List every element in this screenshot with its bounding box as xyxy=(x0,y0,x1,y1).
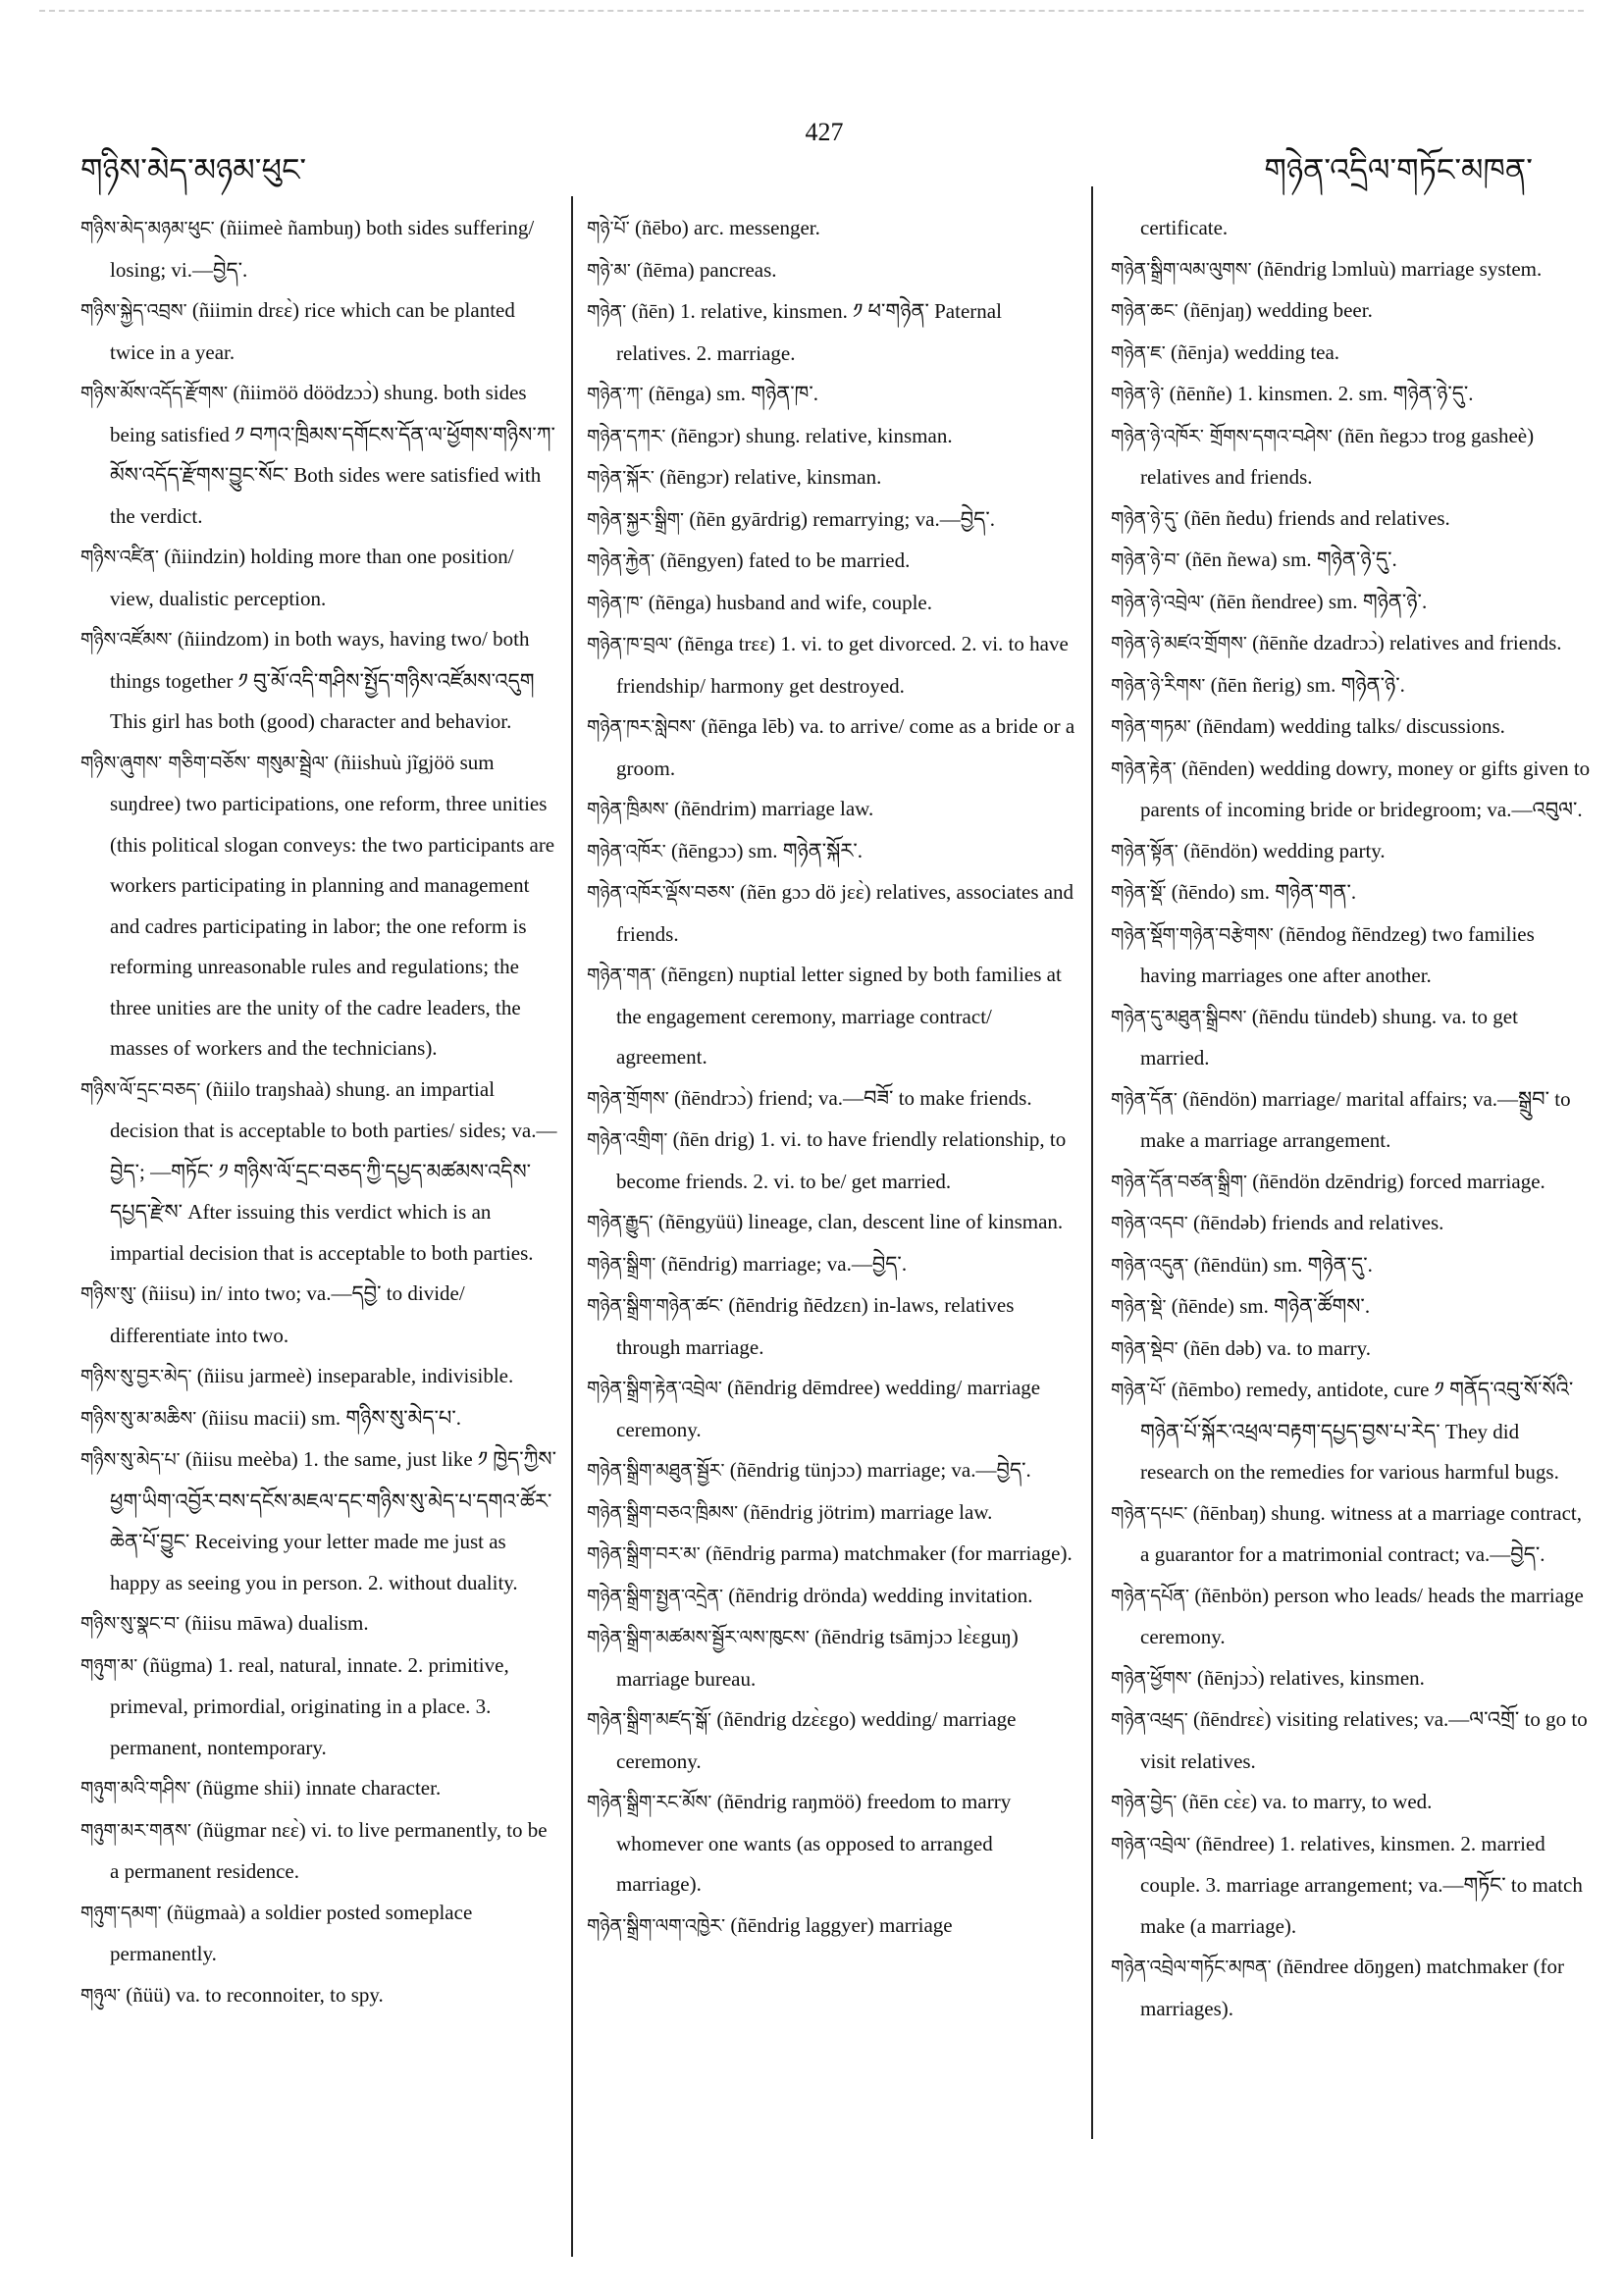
entry-headword: གཉིས་སུ་མ་མཆིས་ xyxy=(80,1407,197,1430)
dictionary-entry xyxy=(587,872,1077,955)
column-divider-1 xyxy=(571,196,573,2257)
entry-headword: གཉེན་གན་ xyxy=(587,965,656,986)
entry-headword: གཉེ་པོ་ xyxy=(587,218,630,239)
dictionary-entry xyxy=(587,499,1077,542)
entry-headword: གཉེན་ཉེ་རིགས་ xyxy=(1111,674,1206,697)
page-number: 427 xyxy=(805,118,844,146)
entry-headword: གཉེན་འགྲིག་ xyxy=(587,1129,668,1151)
entry-headword: གཉེན་སྡེབ་ xyxy=(1111,1337,1178,1360)
entry-definition: (ñēndrig laggyer) marriage xyxy=(730,1912,953,1937)
entry-headword: གཉེན་ཁར་སླེབས་ xyxy=(587,716,697,738)
entry-headword: གཉེན་ཁ་ xyxy=(587,592,644,614)
entry-headword: གཉིས་འཛོམས་ xyxy=(80,629,173,651)
entry-definition: (ñiisu meèba) 1. the same, just like ༡ ཁྱེད་ཀྱིས་ཕྱག་ཡིག་འབྱོར་བས་དངོས་མཇལ་དང་གཉིས་སུ་མེད་པ་དགའ་ཚོར་ཆེན་པོ་བྱུང་ Receiving your letter made me just as happy as seeing you in person. 2. without duality. xyxy=(110,1447,556,1594)
dictionary-entry xyxy=(587,706,1077,789)
entry-headword: གཉེན་ xyxy=(587,301,627,323)
entry-headword: གཉེན་རྒྱུད་ xyxy=(587,1212,654,1233)
dictionary-entry xyxy=(1111,706,1592,749)
entry-definition: (ñēndön) marriage/ marital affairs; va.—སྒྲུབ་ to make a marriage arrangement. xyxy=(1140,1086,1571,1152)
dictionary-entry xyxy=(1111,872,1592,914)
dictionary-entry xyxy=(1111,1576,1592,1658)
entry-definition: (ñiindzin) holding more than one position/ view, dualistic perception. xyxy=(110,545,514,610)
dictionary-entry xyxy=(1111,1245,1592,1287)
entry-definition: (ñēngyüü) lineage, clan, descent line of kinsman. xyxy=(657,1210,1064,1233)
entry-headword: གཉེན་སྒྲིག་རྟེན་འབྲེལ་ xyxy=(587,1378,722,1399)
dictionary-entry xyxy=(587,1576,1077,1618)
entry-headword: གཉིས་ཞུགས་ གཅིག་བཅོས་ གསུམ་སྦྲེལ་ xyxy=(80,752,330,774)
entry-definition: (ñēndün) sm. གཉེན་དུ་. xyxy=(1193,1252,1373,1277)
dictionary-entry xyxy=(80,619,561,743)
entry-headword: གཉེན་རྟེན་ xyxy=(1111,757,1177,780)
entry-headword: གཉེན་སྒྲིག་རང་མོས་ xyxy=(587,1792,712,1813)
dictionary-entry xyxy=(587,1120,1077,1202)
dictionary-entry xyxy=(80,537,561,619)
dictionary-entry xyxy=(80,1070,561,1275)
entry-definition: (ñēnñe dzadrɔɔ̀) relatives and friends. xyxy=(1252,631,1562,654)
entry-headword: གཉིས་ལོ་དྲང་བཅད་ xyxy=(80,1078,201,1101)
entry-definition: (ñēngɔr) shung. relative, kinsman. xyxy=(670,423,953,447)
entry-headword: གཉེན་པོ་ xyxy=(1111,1380,1167,1401)
entry-headword: གཉེན་སྡེ་ xyxy=(1111,1296,1167,1318)
entry-headword: གཉིས་སུ་སྣང་བ་ xyxy=(80,1613,181,1635)
dictionary-entry xyxy=(1111,1658,1592,1700)
dictionary-entry xyxy=(1111,1824,1592,1948)
entry-headword: གཉེན་འབྲེལ་ xyxy=(1111,1833,1191,1855)
dictionary-entry xyxy=(1111,1947,1592,2029)
entry-headword: གཉུག་དམག་ xyxy=(80,1902,162,1924)
entry-definition: (ñēnde) sm. གཉེན་ཚོགས་. xyxy=(1171,1294,1371,1318)
entry-headword: གཉེན་བྱེད་ xyxy=(1111,1792,1178,1813)
entry-headword: གཉེན་དཀར་ xyxy=(587,425,666,447)
entry-definition: (ñēndu tündeb) shung. va. to get married. xyxy=(1140,1004,1518,1070)
entry-definition: (ñēnga trɛɛ) 1. vi. to get divorced. 2. vi. to have friendship/ harmony get destroyed. xyxy=(616,632,1069,698)
entry-definition: (ñēn ñewa) sm. གཉེན་ཉེ་དུ་. xyxy=(1184,548,1397,571)
entry-headword: གཉེན་སྟོན་ xyxy=(1111,840,1178,862)
entry-definition: (ñēn ñegɔɔ trog gasheè) relatives and friends. xyxy=(1140,423,1535,489)
entry-definition: (ñēn ñendree) sm. གཉེན་ཉེ་. xyxy=(1209,589,1428,613)
dictionary-entry xyxy=(587,208,1077,250)
entry-definition: (ñēn drig) 1. vi. to have friendly relationship, to become friends. 2. vi. to be/ get married. xyxy=(616,1127,1067,1193)
dictionary-entry xyxy=(1111,1079,1592,1162)
dictionary-entry xyxy=(80,1274,561,1356)
entry-definition: (ñiisu macii) sm. གཉིས་སུ་མེད་པ་. xyxy=(201,1405,462,1430)
dictionary-entry xyxy=(80,1356,561,1398)
dictionary-entry xyxy=(587,831,1077,873)
dictionary-entry xyxy=(80,1893,561,1975)
entry-headword: གཉེན་འཁོར་ xyxy=(587,840,666,862)
dictionary-entry xyxy=(80,1810,561,1893)
dictionary-entry xyxy=(587,789,1077,831)
entry-headword: གཉེན་ཀ་ xyxy=(587,384,644,405)
dictionary-entry xyxy=(80,373,561,537)
dictionary-entry xyxy=(1111,582,1592,624)
entry-headword: གཉེན་དཔང་ xyxy=(1111,1502,1188,1525)
entry-headword: གཉེན་སྒྲིག་གཉེན་ཚང་ xyxy=(587,1295,724,1317)
dictionary-entry xyxy=(587,1285,1077,1368)
dictionary-entry xyxy=(1111,1203,1592,1245)
dictionary-entry xyxy=(1111,1329,1592,1371)
entry-headword: གཉིས་འཛིན་ xyxy=(80,547,160,568)
entry-headword: གཉེན་ཉེ་འབྲེལ་ xyxy=(1111,591,1205,613)
entry-definition: (ñēndrig dzɛ̀ɛgo) wedding/ marriage ceremony. xyxy=(616,1707,1017,1773)
entry-headword: གཉིས་སུ་བྱར་མེད་ xyxy=(80,1366,192,1387)
entry-headword: གཉེན་སྡོག་གཉེན་བརྩེགས་ xyxy=(1111,923,1274,946)
entry-headword: གཉེན་དོན་ xyxy=(1111,1088,1178,1111)
entry-definition: (ñēndön dzēndrig) forced marriage. xyxy=(1252,1169,1545,1193)
entry-definition: (ñēn ñerig) sm. གཉེན་ཉེ་. xyxy=(1210,672,1405,697)
entry-headword: གཉེན་ཉེ་བ་ xyxy=(1111,549,1180,571)
entry-headword: གཉེན་དུ་མཐུན་སྒྲིབས་ xyxy=(1111,1006,1247,1028)
entry-definition: (ñiisu jarmeè) inseparable, indivisible. xyxy=(196,1364,514,1387)
entry-headword: གཉུག་མའི་གཤིས་ xyxy=(80,1778,191,1800)
dictionary-entry xyxy=(1111,1370,1592,1493)
entry-definition: (ñēma) pancreas. xyxy=(636,257,777,282)
entry-headword: གཉེན་སྒྲིག་ལག་འཁྱེར་ xyxy=(587,1914,726,1937)
entry-definition: (ñēn) 1. relative, kinsmen. ༡ ཕ་གཉེན་ Paternal relatives. 2. marriage. xyxy=(616,299,1002,365)
entry-definition: (ñēndree dōŋgen) matchmaker (for marriages). xyxy=(1140,1955,1565,2020)
dictionary-column-3 xyxy=(1111,208,1592,2259)
entry-headword: གཉིས་མེད་མཉམ་ཕུང་ xyxy=(80,218,215,239)
entry-definition: (ñēndo) sm. གཉེན་གན་. xyxy=(1171,880,1357,904)
dictionary-entry xyxy=(587,1368,1077,1450)
entry-definition: (ñēnñe) 1. kinsmen. 2. sm. གཉེན་ཉེ་དུ་. xyxy=(1169,382,1474,405)
column-divider-2 xyxy=(1091,186,1093,2139)
entry-definition: (ñiimin drɛɛ̀) rice which can be planted twice in a year. xyxy=(110,298,515,364)
entry-definition: (ñēnden) wedding dowry, money or gifts given to parents of incoming bride or bridegroom; va.—འབུལ་. xyxy=(1140,756,1591,821)
dictionary-entry xyxy=(1111,1782,1592,1824)
entry-headword: གཉེན་འཁོར་ལྡོས་བཅས་ xyxy=(587,882,735,904)
entry-definition: (ñiimöö döödzɔɔ̀) shung. both sides being satisfied ༡ བཀའ་ཁྲིམས་དགོངས་དོན་ལ་ཕྱོགས་གཉིས་ཀ་མོས་འདོད་རྫོགས་བྱུང་སོང་ Both sides were satisfied with the verdict. xyxy=(110,381,555,528)
entry-definition: (ñügme shii) innate character. xyxy=(195,1776,442,1800)
running-head-left: གཉིས་མེད་མཉམ་ཕུང་ xyxy=(80,151,307,188)
entry-definition: (ñiilo traŋshaà) shung. an impartial decision that is acceptable to both parties/ sides; va.—བྱེད་; —གཏོང་ ༡ གཉིས་ལོ་དྲང་བཅད་ཀྱི་དཔྱད་མཚམས་འདིས་དཔྱད་རྫེས་ After issuing this verdict which is an impartial decision that is acceptable to both parties. xyxy=(110,1076,557,1265)
entry-headword: གཉེན་ཉེ་མཛའ་གྲོགས་ xyxy=(1111,633,1247,654)
entry-definition: (ñügmar nɛɛ̀) vi. to live permanently, to be a permanent residence. xyxy=(110,1817,548,1883)
entry-headword: གཉེན་སྒྲིག་མཛད་སྒོ་ xyxy=(587,1709,712,1731)
dictionary-entry xyxy=(1111,1162,1592,1204)
entry-definition: (ñēndog ñēndzeg) two families having marriages one after another. xyxy=(1140,921,1535,987)
dictionary-entry xyxy=(1111,665,1592,707)
entry-headword: གཉེན་སྐོར་ xyxy=(587,467,654,489)
entry-headword: གཉེན་ཕྱོགས་ xyxy=(1111,1667,1192,1690)
dictionary-column-1 xyxy=(80,208,561,2259)
dictionary-entry xyxy=(1111,416,1592,498)
entry-headword: གཉེན་གཏམ་ xyxy=(1111,716,1191,738)
entry-headword: གཉེན་ཁ་བྲལ་ xyxy=(587,634,673,655)
dictionary-entry xyxy=(587,1905,1077,1948)
dictionary-entry xyxy=(587,250,1077,292)
entry-definition: (ñēnga lēb) va. to arrive/ come as a bride or a groom. xyxy=(616,714,1075,780)
dictionary-entry xyxy=(80,1975,561,2017)
entry-headword: གཉེན་སྒྲིག་མཚམས་སྦྱོར་ལས་ཁུངས་ xyxy=(587,1627,810,1648)
dictionary-entry xyxy=(1111,831,1592,873)
dictionary-entry xyxy=(587,1450,1077,1492)
dictionary-entry xyxy=(587,1078,1077,1121)
entry-definition: (ñiisu māwa) dualism. xyxy=(184,1611,369,1635)
dictionary-entry xyxy=(587,1699,1077,1782)
entry-definition: (ñēndrig dēmdree) wedding/ marriage ceremony. xyxy=(616,1376,1041,1441)
entry-definition: (ñēndrig ñēdzɛn) in-laws, relatives through marriage. xyxy=(616,1293,1015,1359)
dictionary-entry xyxy=(1111,1699,1592,1782)
entry-definition: (ñügma) 1. real, natural, innate. 2. primitive, primeval, primordial, originating in a place. 3. permanent, nontemporary. xyxy=(110,1652,509,1759)
entry-definition: (ñiisu) in/ into two; va.—དབྱེ་ to divide/ differentiate into two. xyxy=(110,1281,465,1347)
entry-headword: གཉེན་ཉེ་འཁོར་ གྲོགས་དགའ་བཤེས་ xyxy=(1111,425,1333,447)
entry-headword: གཉུག་མ་ xyxy=(80,1654,138,1677)
dictionary-entry xyxy=(80,1603,561,1645)
entry-headword: གཉེན་འདབ་ xyxy=(1111,1213,1188,1234)
entry-definition: (ñēn dəb) va. to marry. xyxy=(1182,1335,1371,1360)
dictionary-entry xyxy=(1111,249,1592,291)
entry-headword: གཉེན་སྒྲིག་སྤྱན་འདྲེན་ xyxy=(587,1585,723,1607)
entry-definition: (ñēn gyārdrig) remarrying; va.—བྱེད་. xyxy=(689,506,995,531)
entry-headword: གཉིས་སྐྱེད་འབྲས་ xyxy=(80,300,187,322)
entry-headword: གཉེན་སྡོ་ xyxy=(1111,882,1167,904)
dictionary-entry xyxy=(80,1439,561,1603)
dictionary-entry xyxy=(587,1202,1077,1244)
entry-headword: གཉེན་འཕྲད་ xyxy=(1111,1709,1188,1731)
entry-definition: (ñēndrig lɔmluù) marriage system. xyxy=(1256,256,1543,281)
entry-definition: (ñügmaà) a soldier posted someplace permanently. xyxy=(110,1900,473,1965)
entry-definition: (ñēndrig) marriage; va.—བྱེད་. xyxy=(660,1251,908,1276)
entry-headword: གཉེན་ཆང་ xyxy=(1111,300,1178,322)
entry-definition: (ñēndrig raŋmöö) freedom to marry whomever one wants (as opposed to arranged marriage). xyxy=(616,1790,1012,1896)
entry-definition: (ñēnja) wedding tea. xyxy=(1171,339,1340,364)
entry-definition: (ñēngɔr) relative, kinsman. xyxy=(659,465,882,489)
entry-headword: གཉེན་སྐྱར་སྒྲིག་ xyxy=(587,508,685,531)
entry-headword: གཉིས་མོས་འདོད་རྫོགས་ xyxy=(80,383,229,404)
entry-headword: གཉེན་སྒྲིག་བར་མ་ xyxy=(587,1543,701,1565)
entry-headword: གཉེན་དཔོན་ xyxy=(1111,1585,1190,1607)
dictionary-entry xyxy=(587,1534,1077,1576)
entry-definition: (ñēndrig tünjɔɔ) marriage; va.—བྱེད་. xyxy=(729,1458,1031,1482)
entry-definition: (ñēnjaŋ) wedding beer. xyxy=(1182,298,1373,322)
entry-definition: (ñēngyen) fated to be married. xyxy=(659,548,911,572)
entry-headword: གཉེན་སྒྲིག་ལམ་ལུགས་ xyxy=(1111,258,1252,281)
entry-definition: (ñēndrɛɛ̀) visiting relatives; va.—ལ་འགྲོ་ to go to visit relatives. xyxy=(1140,1707,1588,1773)
entry-definition: (ñēmbo) remedy, antidote, cure ༡ གནོད་འབུ་སོ་སོའི་གཉེན་པོ་སྐོར་འཕྲལ་བརྟག་དཔྱད་བྱས་པ་རེད་ They did research on the remedies for various harmful bugs. xyxy=(1140,1378,1574,1484)
entry-definition: (ñēndrɔɔ̀) friend; va.—བཟོ་ to make friends. xyxy=(674,1085,1032,1110)
scan-top-border xyxy=(39,10,1584,12)
entry-headword: གཉེན་གྲོགས་ xyxy=(587,1087,669,1110)
entry-definition: (ñiishuù jĩgjöö sum suŋdree) two participations, one reform, three unities (this political slogan conveys: the two participants are workers participating in planning and management and cadres participating in labor; the one reform is reforming unreasonable rules and regulations; the three unities are the unity of the cadre leaders, the masses of workers and the technicians). xyxy=(110,750,555,1060)
dictionary-entry xyxy=(587,374,1077,416)
entry-headword: གཉིས་སུ་ xyxy=(80,1283,137,1305)
dictionary-entry xyxy=(80,208,561,290)
dictionary-entry xyxy=(1111,1493,1592,1576)
entry-headword: གཉེ་མ་ xyxy=(587,259,631,282)
entry-headword: གཉེན་ཉེ་ xyxy=(1111,384,1165,405)
entry-definition: (ñiindzom) in both ways, having two/ both things together ༡ བུ་མོ་འདི་གཤིས་སྤྱོད་གཉིས་འཛོམས་འདུག This girl has both (good) character and behavior. xyxy=(110,627,535,733)
dictionary-entry xyxy=(80,1398,561,1440)
entry-definition: (ñēndrim) marriage law. xyxy=(673,797,874,820)
dictionary-entry xyxy=(587,1244,1077,1286)
entry-definition: (ñēndrig drönda) wedding invitation. xyxy=(728,1583,1033,1607)
entry-definition: (ñēnjɔɔ̀) relatives, kinsmen. xyxy=(1196,1665,1425,1690)
dictionary-entry xyxy=(1111,498,1592,541)
entry-definition: (ñēnga) husband and wife, couple. xyxy=(648,590,932,614)
entry-headword: གཉུལ་ xyxy=(80,1984,121,2007)
entry-definition: (ñēngɛn) nuptial letter signed by both families at the engagement ceremony, marriage contract/ agreement. xyxy=(616,963,1062,1069)
dictionary-entry xyxy=(587,457,1077,499)
entry-definition: (ñēngɔɔ) sm. གཉེན་སྐོར་. xyxy=(670,838,864,862)
entry-definition: (ñēndam) wedding talks/ discussions. xyxy=(1195,714,1505,738)
dictionary-entry xyxy=(587,291,1077,374)
entry-headword: གཉེན་དོན་བཙན་སྒྲིག་ xyxy=(1111,1171,1247,1193)
entry-definition: (ñēn ñedu) friends and relatives. xyxy=(1183,505,1450,530)
entry-definition: (ñēndrig parma) matchmaker (for marriage). xyxy=(705,1541,1073,1565)
entry-headword: གཉེན་ཉེ་དུ་ xyxy=(1111,507,1179,530)
dictionary-entry xyxy=(80,743,561,1070)
entry-headword: གཉེན་སྒྲིག་བཅའ་ཁྲིམས་ xyxy=(587,1501,739,1524)
entry-headword: གཉེན་ཁྲིམས་ xyxy=(587,799,669,820)
dictionary-entry xyxy=(1111,623,1592,665)
dictionary-entry xyxy=(1111,208,1592,249)
dictionary-entry xyxy=(1111,333,1592,375)
entry-definition: certificate. xyxy=(1140,216,1229,239)
entry-definition: (ñēnbaŋ) shung. witness at a marriage contract, a guarantor for a matrimonial contract; va.—བྱེད་. xyxy=(1140,1500,1582,1566)
dictionary-entry xyxy=(80,1768,561,1810)
entry-definition: (ñēbo) arc. messenger. xyxy=(634,216,820,239)
entry-definition: (ñüü) va. to reconnoiter, to spy. xyxy=(126,1982,384,2007)
entry-definition: (ñēndön) wedding party. xyxy=(1183,838,1386,862)
dictionary-entry xyxy=(1111,290,1592,333)
dictionary-entry xyxy=(587,416,1077,458)
entry-headword: གཉེན་འབྲེལ་གཏོང་མཁན་ xyxy=(1111,1957,1272,1978)
entry-headword: གཉེན་སྒྲིག་ xyxy=(587,1253,656,1276)
entry-headword: གཉེན་རྐྱེན་ xyxy=(587,550,655,572)
dictionary-entry xyxy=(1111,1286,1592,1329)
entry-definition: (ñēnga) sm. གཉེན་ཁ་. xyxy=(648,382,819,405)
entry-headword: གཉུག་མར་གནས་ xyxy=(80,1819,191,1842)
entry-definition: (ñēn gɔɔ dö jɛɛ̀) relatives, associates and friends. xyxy=(616,880,1074,946)
dictionary-entry xyxy=(80,1645,561,1769)
dictionary-entry xyxy=(1111,914,1592,997)
dictionary-entry xyxy=(587,1782,1077,1905)
dictionary-entry xyxy=(1111,540,1592,582)
entry-definition: (ñiimeè ñambuŋ) both sides suffering/ losing; vi.—བྱེད་. xyxy=(110,216,535,282)
entry-headword: གཉེན་ཇ་ xyxy=(1111,341,1166,364)
dictionary-entry xyxy=(587,583,1077,625)
entry-headword: གཉེན་སྒྲིག་མཐུན་སྦྱོར་ xyxy=(587,1460,725,1482)
dictionary-entry xyxy=(1111,749,1592,831)
dictionary-entry xyxy=(1111,374,1592,416)
dictionary-entry xyxy=(587,955,1077,1078)
entry-definition: (ñēndəb) friends and relatives. xyxy=(1193,1211,1444,1234)
entry-definition: (ñēndrig tsāmjɔɔ lɛ̀ɛguŋ) marriage bureau. xyxy=(616,1625,1019,1691)
entry-definition: (ñēndrig jötrim) marriage law. xyxy=(743,1499,993,1524)
dictionary-entry xyxy=(587,1617,1077,1699)
entry-definition: (ñēnbön) person who leads/ heads the marriage ceremony. xyxy=(1140,1583,1584,1648)
running-head-right: གཉེན་འདྲིལ་གཏོང་མཁན་ xyxy=(1264,151,1533,188)
dictionary-entry xyxy=(587,624,1077,706)
entry-headword: གཉེན་འདུན་ xyxy=(1111,1254,1189,1277)
entry-definition: (ñēndree) 1. relatives, kinsmen. 2. married couple. 3. marriage arrangement; va.—གཏོང་ to match make (a marriage). xyxy=(1140,1831,1583,1938)
dictionary-entry xyxy=(587,1492,1077,1535)
entry-headword: གཉིས་སུ་མེད་པ་ xyxy=(80,1449,181,1471)
dictionary-column-2 xyxy=(587,208,1077,2259)
dictionary-entry xyxy=(587,541,1077,583)
dictionary-entry xyxy=(1111,997,1592,1079)
dictionary-entry xyxy=(80,290,561,373)
entry-definition: (ñēn cɛ̀ɛ) va. to marry, to wed. xyxy=(1181,1790,1433,1813)
